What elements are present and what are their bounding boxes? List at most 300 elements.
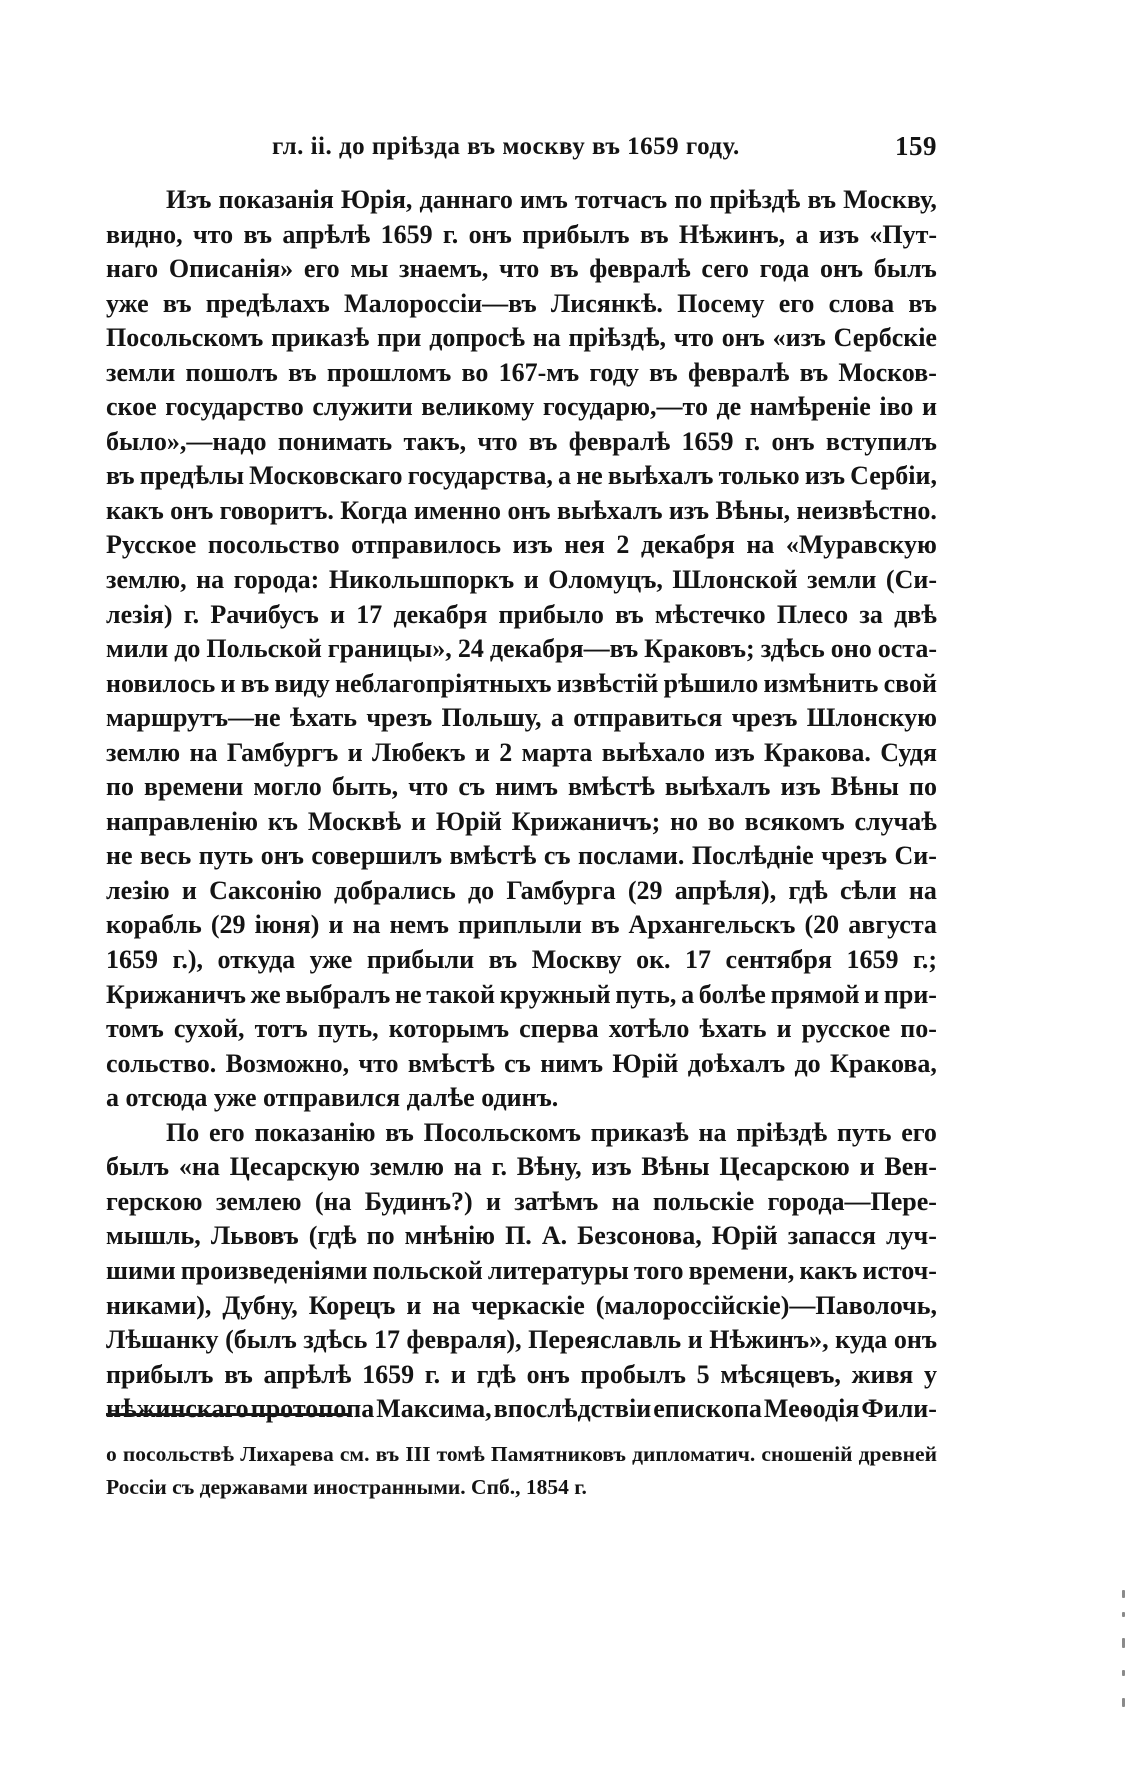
word: прибыло (498, 599, 604, 629)
word: о (106, 1442, 117, 1466)
word: въ (106, 461, 135, 491)
word: апрѣлѣ (263, 1359, 352, 1389)
text-line (106, 667, 937, 702)
word: произведеніями (180, 1255, 368, 1285)
word: см. (339, 1442, 370, 1466)
word: и (523, 565, 539, 595)
word: Си- (894, 841, 937, 871)
word: Гамбурга (506, 875, 616, 905)
word: въ (590, 910, 620, 940)
word: говоритъ. (219, 495, 334, 525)
word: мнѣнію (404, 1221, 496, 1251)
word: февраля), (406, 1325, 522, 1355)
word: и (220, 668, 236, 698)
word: изъ (780, 772, 821, 802)
word: его (901, 1117, 937, 1147)
word: Дубну, (222, 1290, 298, 1320)
word: г. (424, 1359, 441, 1389)
word: и (474, 737, 490, 767)
word: Москвѣ (307, 806, 402, 836)
word: которымъ (388, 1014, 510, 1044)
word: сперва (519, 1014, 599, 1044)
word: Юрія, (340, 185, 413, 214)
word: имъ (519, 185, 568, 214)
word: случаѣ (854, 806, 937, 836)
word: виду (274, 668, 330, 698)
word: а (558, 461, 572, 491)
word: куда (835, 1325, 888, 1355)
word: выѣхало (601, 737, 706, 767)
word: до (467, 875, 495, 905)
word: Сербскіе (833, 323, 937, 353)
word: у (923, 1359, 937, 1389)
text-line (106, 1392, 937, 1427)
word: Московскаго (249, 461, 403, 491)
word: что (408, 772, 449, 802)
word: даннаго (419, 185, 513, 214)
word: въ (807, 185, 836, 214)
word: а (550, 703, 564, 733)
word: въ (240, 668, 270, 698)
word: Шлонской (672, 565, 798, 595)
word: чрезъ (731, 703, 798, 733)
word: Оломуцъ, (548, 565, 663, 595)
word: онъ (468, 219, 512, 249)
word: Цесарскою (719, 1152, 850, 1182)
word: такъ, (403, 426, 467, 456)
word: 5 (696, 1359, 710, 1389)
word: Крижаничъ (106, 979, 246, 1009)
word: выѣхалъ (556, 495, 663, 525)
word: показанію (254, 1117, 376, 1147)
word: болѣе (698, 979, 766, 1009)
word: ок. (636, 945, 671, 975)
word: неблагопріятныхъ (334, 668, 552, 698)
word: Гамбургъ (226, 737, 339, 767)
word: допросѣ (429, 323, 525, 353)
word: могло (253, 772, 322, 802)
word: его (778, 288, 815, 318)
word: быть, (331, 772, 399, 802)
word: А. (541, 1221, 568, 1251)
word: пріѣздѣ (736, 1117, 828, 1147)
word: (29 (627, 875, 663, 905)
word: на (908, 875, 937, 905)
word: Послѣдніе (691, 841, 814, 871)
word: не (106, 841, 133, 871)
word: былъ (873, 254, 937, 284)
word: пріѣздѣ, (568, 323, 667, 353)
word: его (303, 254, 340, 284)
footnote-rule (106, 1413, 350, 1416)
word: и (411, 806, 427, 836)
word: и (328, 910, 344, 940)
word: Памятниковъ (490, 1442, 626, 1466)
word: уже (106, 288, 149, 318)
word: Польской (206, 634, 322, 664)
word: польской (372, 1255, 483, 1285)
word: отправилось (351, 530, 501, 560)
word: 1659 (681, 426, 734, 456)
word: «на (178, 1152, 220, 1182)
word: маршрутъ—не (106, 703, 281, 733)
chapter-title: гл. ii. до прiѣзда въ москву въ 1659 году. (272, 133, 740, 160)
text-line (106, 1012, 937, 1047)
word: польскіе (652, 1186, 755, 1216)
word: земли (807, 565, 877, 595)
word: года (759, 254, 810, 284)
paragraph-2 (106, 1116, 937, 1427)
text-line (106, 1358, 937, 1393)
word: посольство (207, 530, 340, 560)
word: Русское (106, 530, 197, 560)
word: нея (564, 530, 605, 560)
text-line (106, 1116, 937, 1151)
body-text (106, 183, 937, 1427)
word: Рачибусъ (210, 599, 319, 629)
word: мили (106, 634, 169, 664)
word: П. (505, 1221, 532, 1251)
word: нѣжинскаго (106, 1394, 249, 1424)
word: его (208, 1117, 245, 1147)
word: іво (879, 392, 914, 422)
word: служити (312, 392, 413, 422)
page-number: 159 (895, 131, 937, 161)
word: литературы (487, 1255, 629, 1285)
word: (29 (210, 910, 246, 940)
text-line (106, 459, 937, 494)
text-line (106, 978, 937, 1013)
word: земли (106, 357, 176, 387)
text-line (106, 908, 937, 943)
word: гдѣ (476, 1359, 516, 1389)
word: онъ (721, 323, 765, 353)
word: сухой, (173, 1014, 245, 1044)
word: русское (801, 1014, 891, 1044)
word: направленію (106, 806, 258, 836)
word: апрѣля), (674, 875, 777, 905)
word: выѣхалъ (664, 772, 771, 802)
word: онъ (893, 1325, 937, 1355)
word: землю, (106, 565, 187, 595)
word: ѣхать (289, 703, 357, 733)
word: февралѣ (589, 254, 691, 284)
word: рѣшило (663, 668, 759, 698)
word: въ (375, 1442, 400, 1466)
word: изъ (591, 1152, 632, 1182)
word: и (776, 1014, 792, 1044)
word: сольство. (106, 1048, 217, 1078)
word: III (405, 1442, 431, 1466)
word: свой (883, 668, 937, 698)
word: въ (549, 254, 579, 284)
word: черкаскіе (471, 1290, 585, 1320)
word: мышль, (106, 1221, 201, 1251)
word: Изъ (166, 185, 212, 214)
word: 1659 (106, 945, 158, 975)
word: а (795, 219, 809, 249)
word: 167-мъ (498, 357, 580, 387)
word: онъ (526, 1359, 570, 1389)
word: и (921, 392, 937, 422)
text-line (106, 183, 937, 218)
text-line (106, 1323, 937, 1358)
word: 2 (616, 530, 630, 560)
word: Юрій (711, 1221, 778, 1251)
word: съ (504, 1048, 531, 1078)
word: что (499, 254, 540, 284)
word: Москву, (843, 185, 937, 214)
word: онъ (507, 495, 551, 525)
word: онъ (260, 841, 304, 871)
word: на (532, 323, 561, 353)
word: же (250, 979, 281, 1009)
word: 17 (685, 945, 712, 975)
word: государство (165, 392, 304, 422)
word: Саксонію (209, 875, 322, 905)
word: и (485, 1186, 501, 1216)
word: и (687, 1325, 703, 1355)
word: не (576, 461, 603, 491)
word: оно (830, 634, 872, 664)
word: наго (106, 254, 159, 284)
word: 17 (373, 1325, 400, 1355)
word: приказѣ (590, 1117, 689, 1147)
word: границы», (327, 634, 452, 664)
word: 1659 (380, 219, 433, 249)
word: приплыли (458, 910, 582, 940)
word: предѣлахъ (205, 288, 330, 318)
word: извѣстій (556, 668, 659, 698)
text-line (106, 252, 937, 287)
word: по (106, 772, 134, 802)
word: во (707, 806, 735, 836)
text-line (106, 1185, 937, 1220)
word: какъ (106, 495, 164, 525)
word: выѣхалъ (607, 461, 714, 491)
word: что (358, 1048, 399, 1078)
word: вмѣстѣ (449, 841, 537, 871)
word: и (330, 599, 345, 629)
text-line (106, 598, 937, 633)
word: на (432, 1290, 461, 1320)
word: изъ (818, 219, 859, 249)
word: прошломъ (326, 357, 452, 387)
word: слова (828, 288, 895, 318)
word: и (181, 875, 197, 905)
text-line (106, 1047, 937, 1082)
word: Корецъ (308, 1290, 396, 1320)
word: никами), (106, 1290, 212, 1320)
word: Вѣны (641, 1152, 710, 1182)
word: къ (267, 806, 298, 836)
word: Нѣжинъ, (678, 219, 786, 249)
word: и (406, 1290, 422, 1320)
word: декабря (393, 599, 488, 629)
word: отправиться (573, 703, 723, 733)
scan-margin-specks (1122, 1590, 1128, 1720)
word: Малороссіи—въ (344, 288, 537, 318)
word: тотчасъ (574, 185, 668, 214)
word: за (859, 599, 883, 629)
word: было»,—надо (106, 426, 267, 456)
word: что (193, 219, 234, 249)
word: лезію (106, 875, 170, 905)
word: времени, (688, 1255, 795, 1285)
word: тотъ (254, 1014, 308, 1044)
word: мѣстечко (654, 599, 766, 629)
word: «Пут- (869, 219, 937, 249)
text-line (106, 1254, 937, 1289)
word: что (477, 426, 518, 456)
word: ское (106, 392, 157, 422)
word: 24 (457, 634, 484, 664)
word: только (718, 461, 800, 491)
word: намѣреніе (749, 392, 871, 422)
word: прибылъ (522, 219, 630, 249)
paragraph-1 (106, 183, 937, 1116)
word: Кракова, (830, 1048, 937, 1078)
word: Архангельскъ (628, 910, 796, 940)
word: Вѣну, (516, 1152, 582, 1182)
word: 2 (499, 737, 513, 767)
word: Москов- (838, 357, 937, 387)
word: путь (836, 1117, 892, 1147)
word: въ (649, 357, 678, 387)
word: Плесо (776, 599, 849, 629)
word: кружный (499, 979, 611, 1009)
word: Шлонскую (806, 703, 937, 733)
word: измѣнить (763, 668, 879, 698)
word: 1659 (846, 945, 899, 975)
word: двѣ (894, 599, 937, 629)
text-line (106, 805, 937, 840)
word: (былъ (225, 1325, 297, 1355)
word: Любекъ (371, 737, 466, 767)
word: съ (458, 772, 486, 802)
word: Безсонова, (577, 1221, 702, 1251)
word: Цесарскую (229, 1152, 361, 1182)
word: землею (215, 1186, 302, 1216)
footnote-line (106, 1438, 937, 1471)
word: запасся (787, 1221, 876, 1251)
word: Лисянкѣ. (550, 288, 663, 318)
text-line: а отсюда уже отправился далѣе одинъ. (106, 1083, 559, 1113)
text-line (106, 874, 937, 909)
word: Львовъ (210, 1221, 299, 1251)
word: (на (314, 1186, 352, 1216)
word: новилось (106, 668, 216, 698)
text-line (106, 943, 937, 978)
word: путь (198, 841, 254, 871)
text-line (106, 494, 937, 529)
word: въ (385, 1117, 414, 1147)
word: онъ (170, 495, 214, 525)
word: Фили- (861, 1394, 937, 1424)
text-line (106, 287, 937, 322)
text-line (106, 839, 937, 874)
word: Юрій (612, 1048, 679, 1078)
word: (Си- (885, 565, 937, 595)
word: изъ (714, 737, 755, 767)
text-line (106, 701, 937, 736)
word: Кракова. (764, 737, 871, 767)
word: а (681, 979, 695, 1009)
word: откуда (217, 945, 296, 975)
word: изъ (668, 495, 710, 525)
word: изъ (512, 530, 553, 560)
word: Посольскомъ (106, 323, 264, 353)
word: на (352, 910, 381, 940)
word: «Муравскую (785, 530, 937, 560)
word: и (859, 1152, 875, 1182)
word: съ (543, 841, 571, 871)
word: г. (744, 426, 761, 456)
word: Вѣны, (715, 495, 791, 525)
word: Лихарева (240, 1442, 334, 1466)
word: впослѣдствіи (493, 1394, 652, 1424)
word: г. (442, 219, 459, 249)
word: лезія) (106, 599, 173, 629)
text-line (106, 563, 937, 598)
word: до (794, 1048, 821, 1078)
word: при- (883, 979, 937, 1009)
word: герскою (106, 1186, 203, 1216)
word: Будинъ?) (364, 1186, 473, 1216)
word: и (864, 979, 880, 1009)
word: 17 (356, 599, 383, 629)
word: именно (413, 495, 502, 525)
word: затѣмъ (514, 1186, 599, 1216)
word: февралѣ (568, 426, 671, 456)
word: Описанія» (168, 254, 294, 284)
word: понимать (277, 426, 393, 456)
word: луч- (885, 1221, 937, 1251)
word: іюня) (254, 910, 320, 940)
text-line (106, 390, 937, 425)
word: сентября (725, 945, 832, 975)
word: на (611, 1186, 640, 1216)
word: и (450, 1359, 466, 1389)
word: въ (639, 219, 669, 249)
text-line (106, 1150, 937, 1185)
word: прибыли (366, 945, 475, 975)
word: онъ (819, 254, 864, 284)
word: здѣсь (303, 1325, 368, 1355)
word: г. (183, 599, 200, 629)
word: въ (615, 599, 644, 629)
word: февралѣ (687, 357, 790, 387)
footnote (106, 1438, 937, 1504)
word: въ (224, 1359, 253, 1389)
word: источ- (862, 1255, 937, 1285)
word: что (673, 323, 714, 353)
word: землю (106, 737, 181, 767)
word: по (366, 1221, 395, 1251)
word: нимъ (540, 1048, 604, 1078)
text-line (106, 632, 937, 667)
word: мѣсяцевъ, (720, 1359, 841, 1389)
word: посольствѣ (122, 1442, 235, 1466)
word: томѣ (436, 1442, 485, 1466)
word: здѣсь (760, 634, 825, 664)
word: уже (309, 945, 353, 975)
word: не (394, 979, 422, 1009)
word: августа (848, 910, 937, 940)
word: «изъ (772, 323, 826, 353)
word: мы (350, 254, 389, 284)
word: государства, (407, 461, 553, 491)
